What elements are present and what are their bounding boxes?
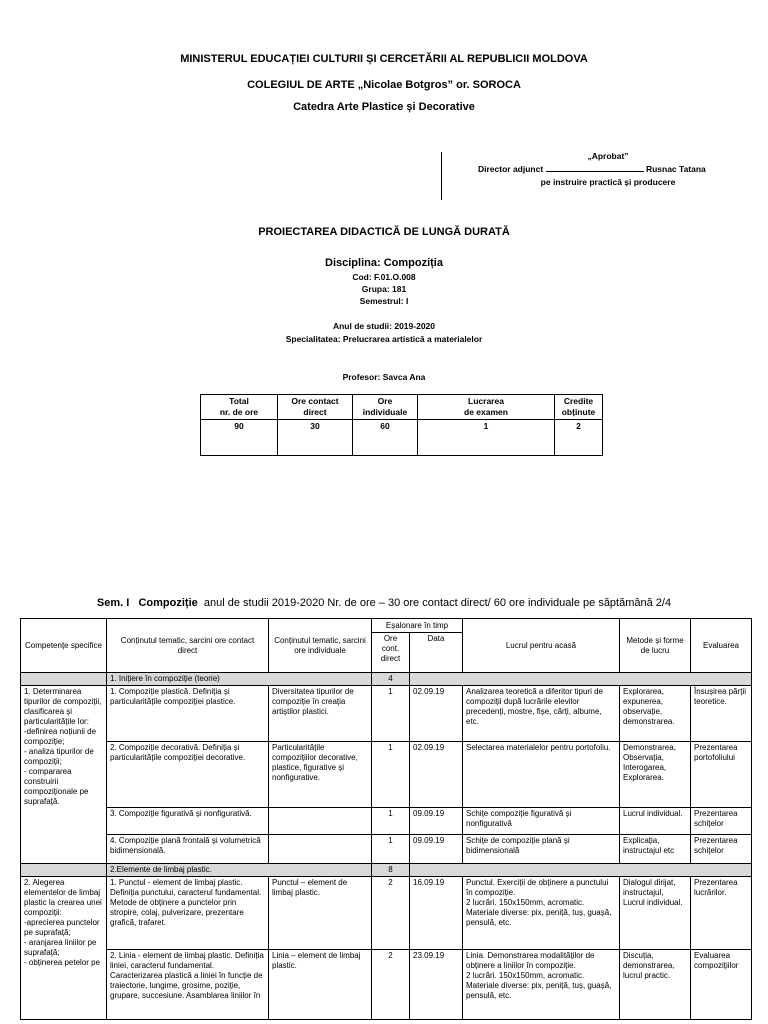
- homework: Schițe compoziție figurativă și nonfigurativă: [463, 808, 620, 835]
- semester-subject: Compoziție: [138, 597, 198, 609]
- hours: 1: [372, 742, 410, 808]
- approval-signature-line: [478, 163, 738, 176]
- hours: 1: [372, 808, 410, 835]
- header-homework: Lucrul pentru acasă: [463, 619, 620, 673]
- ministry-title: MINISTERUL EDUCAȚIEI CULTURII ȘI CERCETĂRII AL REPUBLICII MOLDOVA: [180, 53, 588, 65]
- competence-cell: 1. Determinarea tipurilor de compoziții, clasificarea și particularitățile lor: -definirea noțiunii de compoziție; - analiza tipurilor de compoziții; - compararea construirii compoziționale pe suprafață.: [21, 686, 107, 864]
- homework: Punctul. Exerciții de obținere a punctului în compoziție. 2 lucrări. 150x150mm, acromatic. Materiale diverse: pix, peniță, tuș, guașă, pensulă, etc.: [463, 877, 620, 950]
- content-individual: [269, 835, 372, 864]
- content-direct: 1. Compoziție plastică. Definiția și particularitățile compoziției plastice.: [107, 686, 269, 742]
- summary-value: 60: [353, 420, 418, 456]
- homework: Linia. Demonstrarea modalităților de obținere a liniilor în compoziție. 2 lucrări. 150x150mm, acromatic. Materiale diverse: pix, peniță, tuș, guașă, pensulă, etc.: [463, 950, 620, 1020]
- hours: 2: [372, 877, 410, 950]
- content-direct: 3. Compoziție figurativă și nonfigurativă.: [107, 808, 269, 835]
- section-spacer: [410, 864, 752, 877]
- section-title: 1. Inițiere în compoziție (teorie): [107, 673, 372, 686]
- header-competences: Competențe specifice: [21, 619, 107, 673]
- content-individual: [269, 808, 372, 835]
- plan-table: [20, 618, 752, 1020]
- semester-details: anul de studii 2019-2020 Nr. de ore – 30 ore contact direct/ 60 ore individuale pe săptămână 2/4: [203, 597, 672, 609]
- section-spacer: [21, 864, 107, 877]
- study-year: Anul de studii: 2019-2020: [332, 321, 436, 331]
- content-direct: 2. Linia - element de limbaj plastic. Definiția liniei, caracterul fundamental. Caracterizarea plastică a liniei în funcție de traiectorie, lungime, grosime, poziție, grupare, succesiune. Asamblarea liniilor în: [107, 950, 269, 1020]
- section-hours: 4: [372, 673, 410, 686]
- summary-header: Lucrarea de examen: [418, 395, 555, 420]
- evaluation: Prezentarea lucrărilor.: [691, 877, 752, 950]
- methods: Explicația, instructajul etc: [620, 835, 691, 864]
- summary-header: Credite obținute: [555, 395, 603, 420]
- summary-header: Total nr. de ore: [201, 395, 278, 420]
- methods: Explorarea, expunerea, observație, demonstrarea.: [620, 686, 691, 742]
- content-direct: 2. Compoziție decorativă. Definiția și particularitățile compoziției decorative.: [107, 742, 269, 808]
- header-hours: Ore cont. direct: [372, 633, 410, 673]
- summary-value: 30: [278, 420, 353, 456]
- evaluation: Prezentarea portofoliului: [691, 742, 752, 808]
- college-title: COLEGIUL DE ARTE „Nicolae Botgros” or. SOROCA: [247, 79, 521, 91]
- content-individual: Diversitatea tipurilor de compoziție în creația artiștilor plastici.: [269, 686, 372, 742]
- approval-role: Director adjunct: [478, 164, 544, 174]
- section-title: 2.Elemente de limbaj plastic.: [107, 864, 372, 877]
- department-title: Catedra Arte Plastice și Decorative: [293, 101, 475, 113]
- content-direct: 4. Compoziție plană frontală și volumetrică bidimensională.: [107, 835, 269, 864]
- content-direct: 1. Punctul - element de limbaj plastic. Definiția punctului, caracterul fundamental. Metode de obținere a punctelor prin stropire, colaj, pulverizare, prezentare grafică, trafaret.: [107, 877, 269, 950]
- date: 02.09.19: [410, 742, 463, 808]
- evaluation: Prezentarea schițelor: [691, 808, 752, 835]
- summary-header: Ore contact direct: [278, 395, 353, 420]
- section-spacer: [21, 673, 107, 686]
- header-content-individual: Conținutul tematic, sarcini ore individuale: [269, 619, 372, 673]
- date: 09.09.19: [410, 808, 463, 835]
- hours: 1: [372, 686, 410, 742]
- header-evaluation: Evaluarea: [691, 619, 752, 673]
- group: Grupa: 181: [361, 284, 407, 294]
- competence-cell: 2. Alegerea elementelor de limbaj plastic la crearea unei compoziții: -aprecierea punctelor pe suprafață; - aranjarea liniilor pe suprafață; - obținerea petelor pe: [21, 877, 107, 1020]
- course-code: Cod: F.01.O.008: [352, 272, 416, 282]
- approval-title: „Aprobat”: [587, 151, 629, 161]
- methods: Discuția, demonstrarea, lucrul practic.: [620, 950, 691, 1020]
- approval-name: Rusnac Tatana: [645, 164, 706, 174]
- document-title: PROIECTAREA DIDACTICĂ DE LUNGĂ DURATĂ: [258, 226, 510, 238]
- date: 16.09.19: [410, 877, 463, 950]
- approval-scope: pe instruire practică și producere: [540, 177, 676, 187]
- methods: Demonstrarea, Observația, Interogarea, Explorarea.: [620, 742, 691, 808]
- header-content-direct: Conținutul tematic, sarcini ore contact direct: [107, 619, 269, 673]
- summary-table: [200, 394, 603, 456]
- semester-label: Sem. I: [96, 597, 130, 609]
- evaluation: Evaluarea compozițiilor: [691, 950, 752, 1020]
- summary-value: 90: [201, 420, 278, 456]
- date: 02.09.19: [410, 686, 463, 742]
- summary-header: Ore individuale: [353, 395, 418, 420]
- section-hours: 8: [372, 864, 410, 877]
- semester-line: [0, 597, 768, 609]
- header-methods: Metode și forme de lucru: [620, 619, 691, 673]
- homework: Selectarea materialelor pentru portofoliu.: [463, 742, 620, 808]
- content-individual: Linia – element de limbaj plastic.: [269, 950, 372, 1020]
- section-spacer: [410, 673, 752, 686]
- evaluation: Prezentarea schițelor: [691, 835, 752, 864]
- homework: Analizarea teoretică a diferitor tipuri de compoziții după lucrările elevilor precedenți, mostre, fișe, cărți, albume, etc.: [463, 686, 620, 742]
- approval-block: [478, 150, 738, 189]
- hours: 2: [372, 950, 410, 1020]
- content-individual: Particularitățile compozițiilor decorative, plastice, figurative și nonfigurative.: [269, 742, 372, 808]
- signature-blank: [546, 163, 644, 172]
- semester: Semestrul: I: [359, 296, 409, 306]
- approval-divider: [441, 152, 442, 200]
- date: 23.09.19: [410, 950, 463, 1020]
- header-date: Data: [410, 633, 463, 673]
- content-individual: Punctul – element de limbaj plastic.: [269, 877, 372, 950]
- hours: 1: [372, 835, 410, 864]
- methods: Lucrul individual.: [620, 808, 691, 835]
- summary-value: 1: [418, 420, 555, 456]
- specialty: Specialitatea: Prelucrarea artistică a materialelor: [285, 334, 483, 344]
- professor: Profesor: Savca Ana: [342, 372, 426, 382]
- methods: Dialogul dirijat, instructajul, Lucrul individual.: [620, 877, 691, 950]
- discipline: Disciplina: Compoziția: [325, 257, 443, 269]
- summary-value: 2: [555, 420, 603, 456]
- header-timeline: Eșalonare în timp: [372, 619, 463, 633]
- date: 09.09.19: [410, 835, 463, 864]
- homework: Schițe de compoziție plană și bidimensională: [463, 835, 620, 864]
- evaluation: Însușirea părții teoretice.: [691, 686, 752, 742]
